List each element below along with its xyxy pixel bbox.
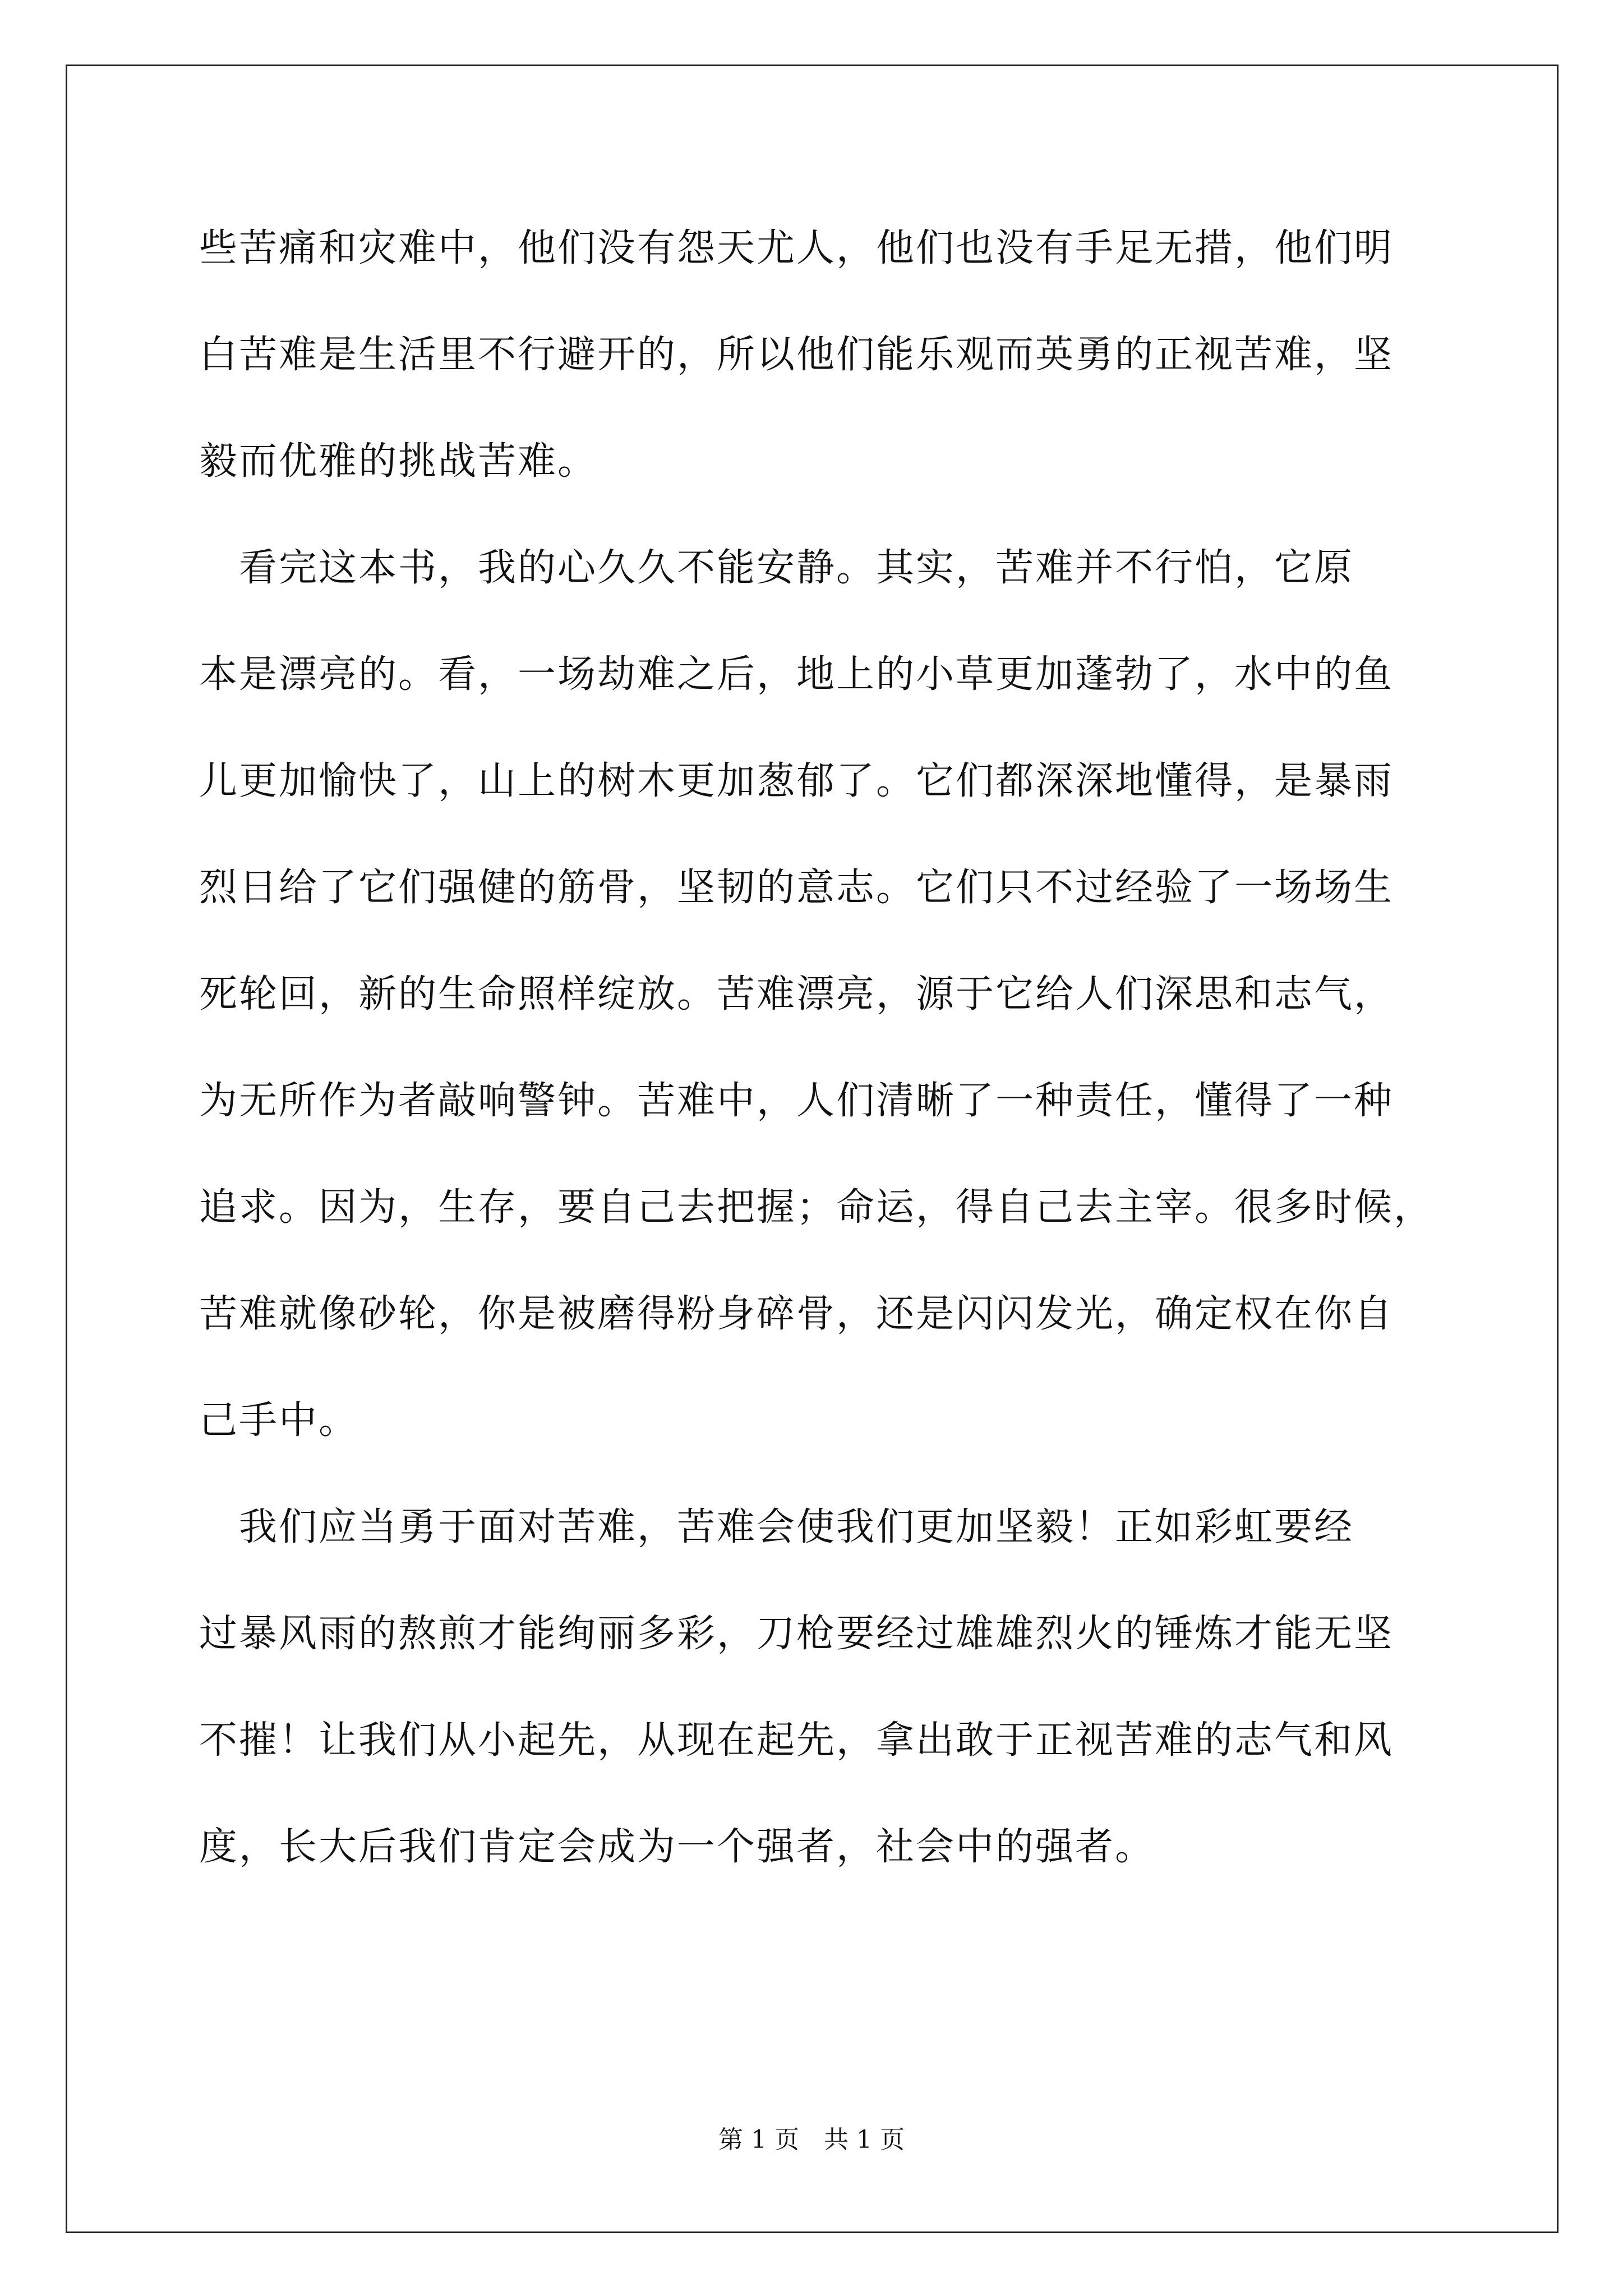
text-line: 烈日给了它们强健的筋骨，坚韧的意志。它们只不过经验了一场场生 (199, 866, 1394, 910)
text-line: 些苦痛和灾难中，他们没有怨天尤人，他们也没有手足无措，他们明 (199, 226, 1394, 270)
text-line: 度，长大后我们肯定会成为一个强者，社会中的强者。 (199, 1825, 1155, 1869)
text-line: 白苦难是生活里不行避开的，所以他们能乐观而英勇的正视苦难，坚 (199, 333, 1394, 377)
page-border (66, 65, 1559, 2233)
text-line: 看完这本书，我的心久久不能安静。其实，苦难并不行怕，它原 (199, 546, 1354, 590)
text-line: 儿更加愉快了，山上的树木更加葱郁了。它们都深深地懂得，是暴雨 (199, 759, 1394, 803)
page-number-footer: 第 1 页 共 1 页 (718, 2125, 905, 2154)
text-line: 本是漂亮的。看，一场劫难之后，地上的小草更加蓬勃了，水中的鱼 (199, 652, 1394, 697)
text-line: 追求。因为，生存，要自己去把握；命运，得自己去主宰。很多时候， (199, 1185, 1434, 1230)
text-line: 己手中。 (199, 1398, 359, 1443)
text-line: 死轮回，新的生命照样绽放。苦难漂亮，源于它给人们深思和志气， (199, 972, 1394, 1016)
text-line: 不摧！让我们从小起先，从现在起先，拿出敢于正视苦难的志气和风 (199, 1718, 1394, 1763)
text-line: 为无所作为者敲响警钟。苦难中，人们清晰了一种责任，懂得了一种 (199, 1079, 1394, 1123)
text-line: 苦难就像砂轮，你是被磨得粉身碎骨，还是闪闪发光，确定权在你自 (199, 1292, 1394, 1336)
text-line: 我们应当勇于面对苦难，苦难会使我们更加坚毅！正如彩虹要经 (199, 1505, 1354, 1549)
text-line: 过暴风雨的熬煎才能绚丽多彩，刀枪要经过雄雄烈火的锤炼才能无坚 (199, 1612, 1394, 1656)
text-line: 毅而优雅的挑战苦难。 (199, 439, 598, 484)
